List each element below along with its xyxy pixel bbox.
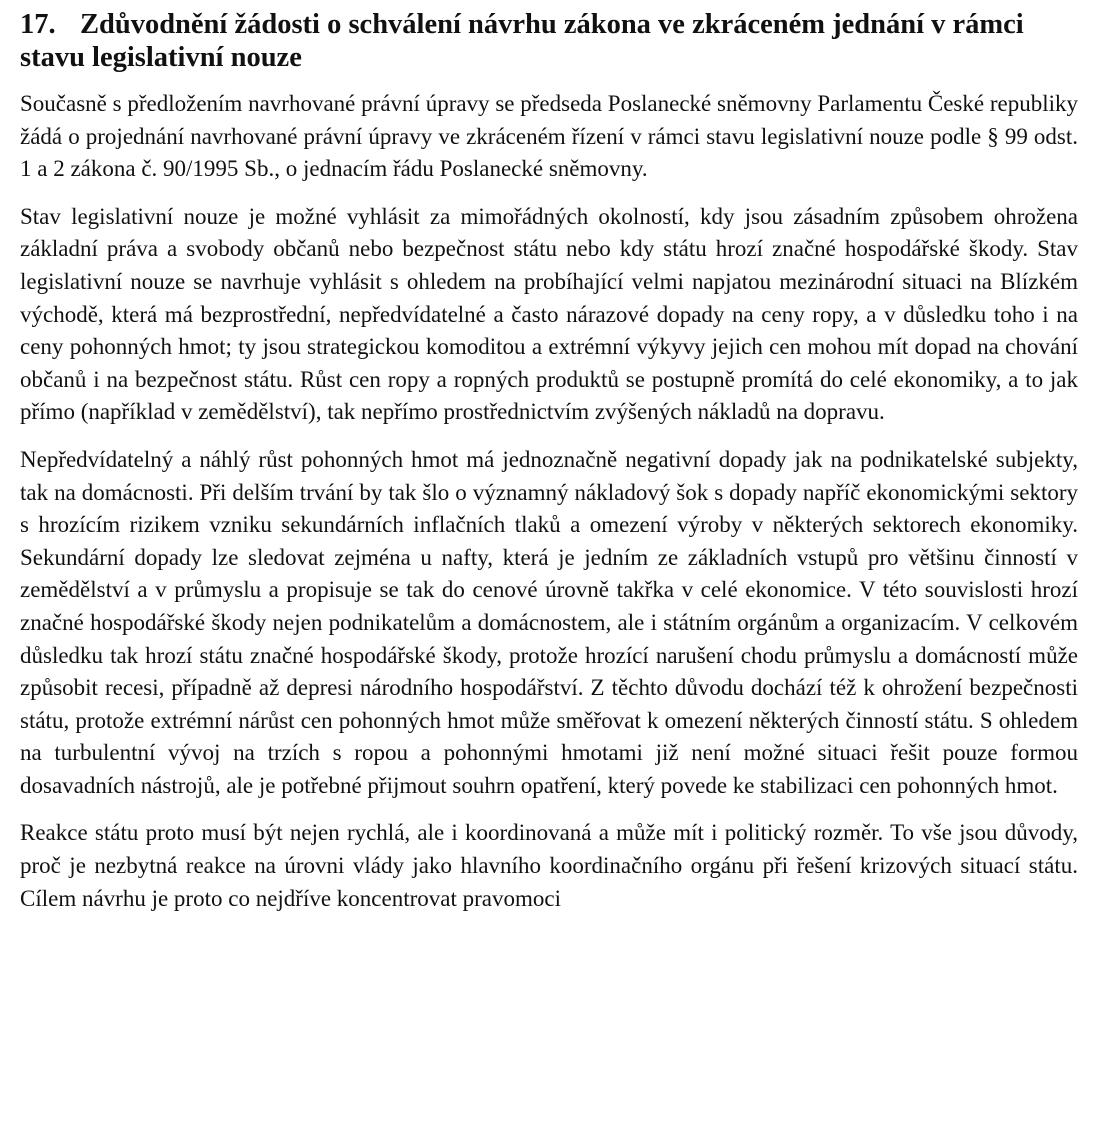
section-heading bbox=[20, 8, 1078, 74]
section-number: 17. bbox=[20, 9, 56, 40]
paragraph-legislative-emergency: Stav legislativní nouze je možné vyhlásit za mimořádných okolností, kdy jsou zásadním způsobem ohrožena základní práva a svobody občanů nebo bezpečnost státu nebo kdy státu hrozí značné hospodářské škody. Stav legislativní nouze se navrhuje vyhlásit s ohledem na probíhající velmi napjatou mezinárodní situaci na Blízkém východě, která má bezprostřední, nepředvídatelné a často nárazové dopady na ceny ropy, a v důsledku toho i na ceny pohonných hmot; ty jsou strategickou komoditou a extrémní výkyvy jejich cen mohou mít dopad na chování občanů i na bezpečnost státu. Růst cen ropy a ropných produktů se postupně promítá do celé ekonomiky, a to jak přímo (například v zemědělství), tak nepřímo prostřednictvím zvýšených nákladů na dopravu. bbox=[20, 203, 1078, 425]
paragraph-request: Současně s předložením navrhované právní úpravy se předseda Poslanecké sněmovny Parlamentu České republiky žádá o projednání navrhované právní úpravy ve zkráceném řízení v rámci stavu legislativní nouze podle § 99 odst. 1 a 2 zákona č. 90/1995 Sb., o jednacím řádu Poslanecké sněmovny. bbox=[20, 91, 1078, 182]
paragraph-fuel-price-impacts: Nepředvídatelný a náhlý růst pohonných hmot má jednoznačně negativní dopady jak na podnikatelské subjekty, tak na domácnosti. Při delším trvání by tak šlo o významný nákladový šok s dopady napříč ekonomickými sektory s hrozícím rizikem vzniku sekundárních inflačních tlaků a omezení výroby v některých sektorech ekonomiky. Sekundární dopady lze sledovat zejména u nafty, která je jedním ze základních vstupů pro většinu činností v zemědělství a v průmyslu a propisuje se tak do cenové úrovně takřka v celé ekonomice. V této souvislosti hrozí značné hospodářské škody nejen podnikatelům a domácnostem, ale i státním orgánům a organizacím. V celkovém důsledku tak hrozí státu značné hospodářské škody, protože hrozící narušení chodu průmyslu a domácností může způsobit recesi, případně až depresi národního hospodářství. Z těchto důvodu dochází též k ohrožení bezpečnosti státu, protože extrémní nárůst cen pohonných hmot může směřovat k omezení některých činností státu. S ohledem na turbulentní vývoj na trzích s ropou a pohonnými hmotami již není možné situaci řešit pouze formou dosavadních nástrojů, ale je potřebné přijmout souhrn opatření, který povede ke stabilizaci cen pohonných hmot. bbox=[20, 446, 1078, 798]
paragraph-state-reaction: Reakce státu proto musí být nejen rychlá, ale i koordinovaná a může mít i politický rozměr. To vše jsou důvody, proč je nezbytná reakce na úrovni vlády jako hlavního koordinačního orgánu při řešení krizových situací státu. Cílem návrhu je proto co nejdříve koncentrovat pravomoci bbox=[20, 820, 1078, 911]
section-title: Zdůvodnění žádosti o schválení návrhu zákona ve zkráceném jednání v rámci stavu legislativní nouze bbox=[20, 9, 1024, 73]
document-page bbox=[20, 8, 1078, 915]
